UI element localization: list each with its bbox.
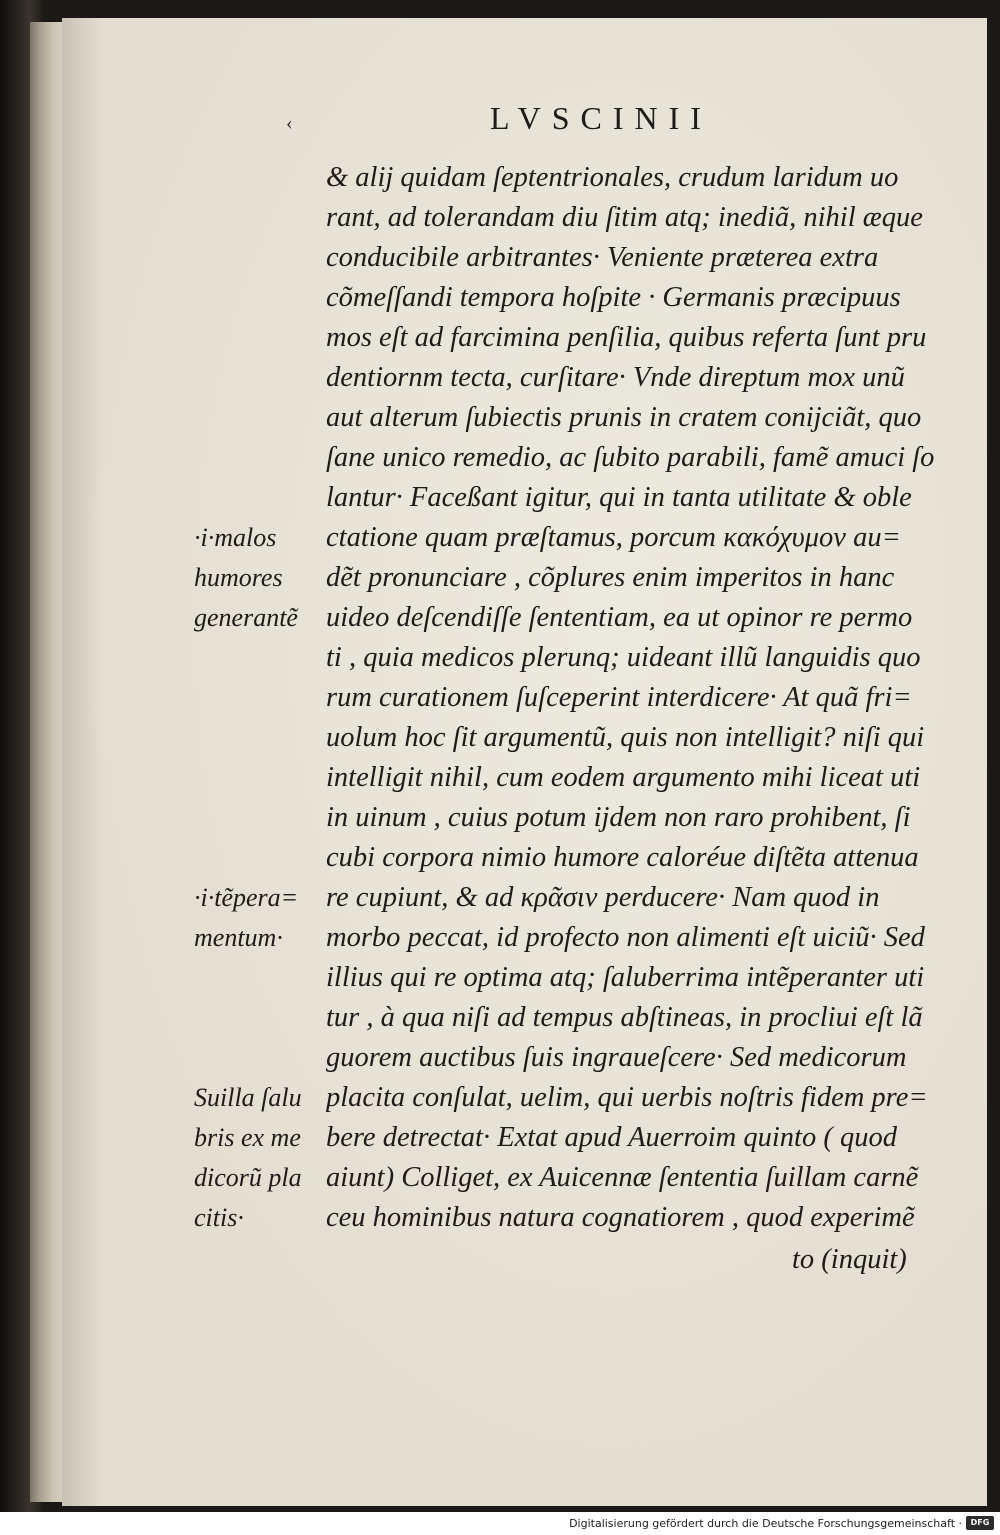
- margin-note-line: citis·: [194, 1203, 244, 1232]
- body-text: [326, 158, 938, 1238]
- text-line: uideo deſcendiſſe ſententiam, ea ut opinor re permo: [326, 602, 913, 633]
- text-line: mos eſt ad farcimina penſilia, quibus referta ſunt pru: [326, 322, 927, 353]
- margin-note-line: ·i·tẽpera=: [194, 883, 299, 912]
- margin-note-suilla-salubris: [194, 1078, 320, 1238]
- text-line: conducibile arbitrantes· Veniente præterea extra: [326, 242, 879, 273]
- text-line: intelligit nihil, cum eodem argumento mihi liceat uti: [326, 762, 921, 793]
- text-line: rum curationem ſuſceperint interdicere· At quã fri=: [326, 682, 912, 713]
- text-line: ſane unico remedio, ac ſubito parabili, famẽ amuci ſo: [326, 442, 935, 473]
- page-edges: [30, 22, 64, 1502]
- text-line: aiunt) Colliget, ex Auicennæ ſententia ſuillam carnẽ: [326, 1162, 919, 1193]
- text-line: ti , quia medicos plerunq; uideant illũ languidis quo: [326, 642, 921, 673]
- margin-note-malos-humores: [194, 518, 320, 638]
- text-line: guorem auctibus ſuis ingraueſcere· Sed medicorum: [326, 1042, 907, 1073]
- page-mark: ‹: [286, 112, 293, 134]
- margin-note-line: dicorũ pla: [194, 1163, 302, 1192]
- text-line: tur , à qua niſi ad tempus abſtineas, in procliui eſt lã: [326, 1002, 923, 1033]
- dfg-logo: DFG: [966, 1516, 994, 1530]
- text-line: rant, ad tolerandam diu ſitim atq; inediã, nihil æque: [326, 202, 923, 233]
- text-line: in uinum , cuius potum ijdem non raro prohibent, ſi: [326, 802, 911, 833]
- margin-note-temperamentum: [194, 878, 320, 958]
- text-line: ctatione quam præſtamus, porcum κακόχυμον au=: [326, 522, 901, 553]
- text-line: morbo peccat, id profecto non alimenti eſt uiciũ· Sed: [326, 922, 925, 953]
- text-line: cubi corpora nimio humore caloréue diſtẽta attenua: [326, 842, 919, 873]
- margin-note-line: Suilla ſalu: [194, 1083, 302, 1112]
- text-line: lantur· Faceßant igitur, qui in tanta utilitate & oble: [326, 482, 912, 513]
- text-line: placita conſulat, uelim, qui uerbis noſtris fidem pre=: [326, 1082, 928, 1113]
- catchword: to (inquit): [792, 1244, 907, 1275]
- funding-credit: Digitalisierung gefördert durch die Deutsche Forschungsgemeinschaft ·: [569, 1517, 962, 1530]
- text-line: dentiornm tecta, curſitare· Vnde direptum mox unũ: [326, 362, 905, 393]
- margin-note-line: mentum·: [194, 923, 283, 952]
- text-line: & alij quidam ſeptentrionales, crudum laridum uo: [326, 162, 899, 193]
- text-line: aut alterum ſubiectis prunis in cratem conijciãt, quo: [326, 402, 922, 433]
- text-line: dẽt pronunciare , cõplures enim imperitos in hanc: [326, 562, 895, 593]
- text-line: bere detrectat· Extat apud Auerroim quinto ( quod: [326, 1122, 897, 1153]
- text-line: ceu hominibus natura cognatiorem , quod experimẽ: [326, 1202, 915, 1233]
- text-line: illius qui re optima atq; ſaluberrima intẽperanter uti: [326, 962, 925, 993]
- margin-note-line: humores: [194, 563, 283, 592]
- margin-note-line: generantẽ: [194, 603, 298, 632]
- margin-note-line: bris ex me: [194, 1123, 301, 1152]
- margin-note-line: ·i·malos: [194, 523, 277, 552]
- text-line: re cupiunt, & ad κρᾶσιν perducere· Nam quod in: [326, 882, 880, 913]
- text-line: uolum hoc ſit argumentũ, quis non intelligit? niſi qui: [326, 722, 925, 753]
- text-line: cõmeſſandi tempora hoſpite · Germanis præcipuus: [326, 282, 901, 313]
- running-head: LVSCINII: [490, 100, 712, 136]
